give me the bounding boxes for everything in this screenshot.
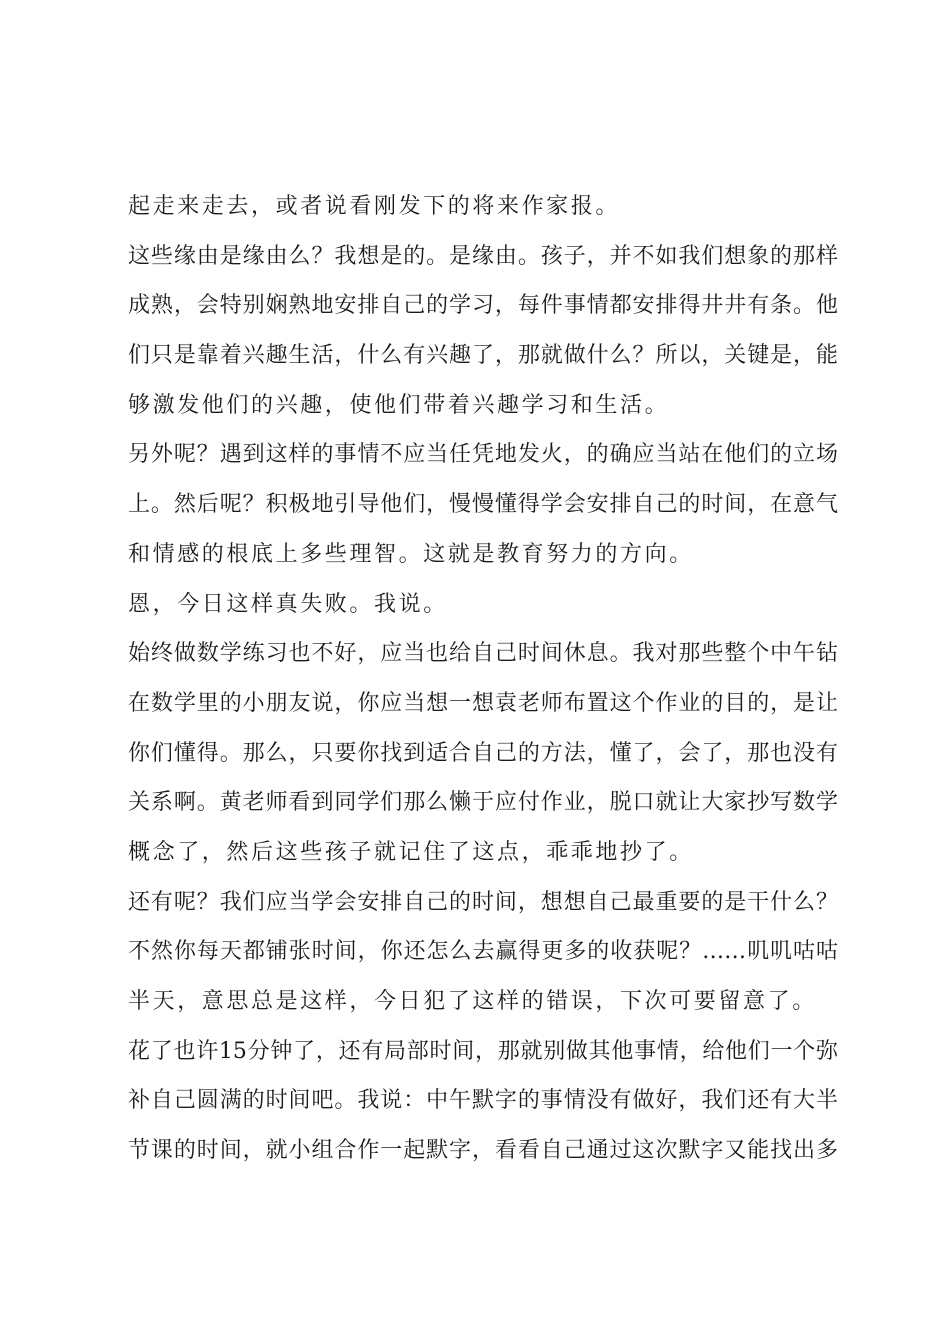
text-line: 花了也许15分钟了，还有局部时间，那就别做其他事情，给他们一个弥: [128, 1038, 838, 1064]
text-line: 成熟，会特别娴熟地安排自己的学习，每件事情都安排得井井有条。他: [128, 293, 838, 319]
text-line: 恩，今日这样真失败。我说。: [128, 591, 448, 617]
text-line: 这些缘由是缘由么？我想是的。是缘由。孩子，并不如我们想象的那样: [128, 243, 838, 269]
text-line: 不然你每天都铺张时间，你还怎么去赢得更多的收获呢？……叽叽咕咕: [128, 939, 838, 965]
text-line: 始终做数学练习也不好，应当也给自己时间休息。我对那些整个中午钻: [128, 641, 838, 667]
text-line: 还有呢？我们应当学会安排自己的时间，想想自己最重要的是干什么？: [128, 889, 838, 915]
text-line: 你们懂得。那么，只要你找到适合自己的方法，懂了，会了，那也没有: [128, 740, 838, 766]
text-line: 在数学里的小朋友说，你应当想一想袁老师布置这个作业的目的，是让: [128, 690, 838, 716]
text-line: 关系啊。黄老师看到同学们那么懒于应付作业，脱口就让大家抄写数学: [128, 790, 838, 816]
text-line: 半天，意思总是这样，今日犯了这样的错误，下次可要留意了。: [128, 989, 817, 1014]
text-line: 们只是靠着兴趣生活，什么有兴趣了，那就做什么？所以，关键是，能: [128, 343, 838, 369]
text-line: 概念了，然后这些孩子就记住了这点，乖乖地抄了。: [128, 839, 694, 865]
text-line: 够激发他们的兴趣，使他们带着兴趣学习和生活。: [128, 392, 670, 418]
text-line: 起走来走去，或者说看刚发下的将来作家报。: [128, 194, 621, 219]
document-body: [128, 182, 838, 1176]
text-line: 上。然后呢？积极地引导他们，慢慢懂得学会安排自己的时间，在意气: [128, 492, 838, 518]
text-line: 和情感的根底上多些理智。这就是教育努力的方向。: [128, 541, 694, 567]
text-line: 节课的时间，就小组合作一起默字，看看自己通过这次默字又能找出多: [128, 1138, 838, 1164]
text-line: 补自己圆满的时间吧。我说：中午默字的事情没有做好，我们还有大半: [128, 1088, 838, 1114]
text-line: 另外呢？遇到这样的事情不应当任凭地发火，的确应当站在他们的立场: [128, 442, 838, 468]
